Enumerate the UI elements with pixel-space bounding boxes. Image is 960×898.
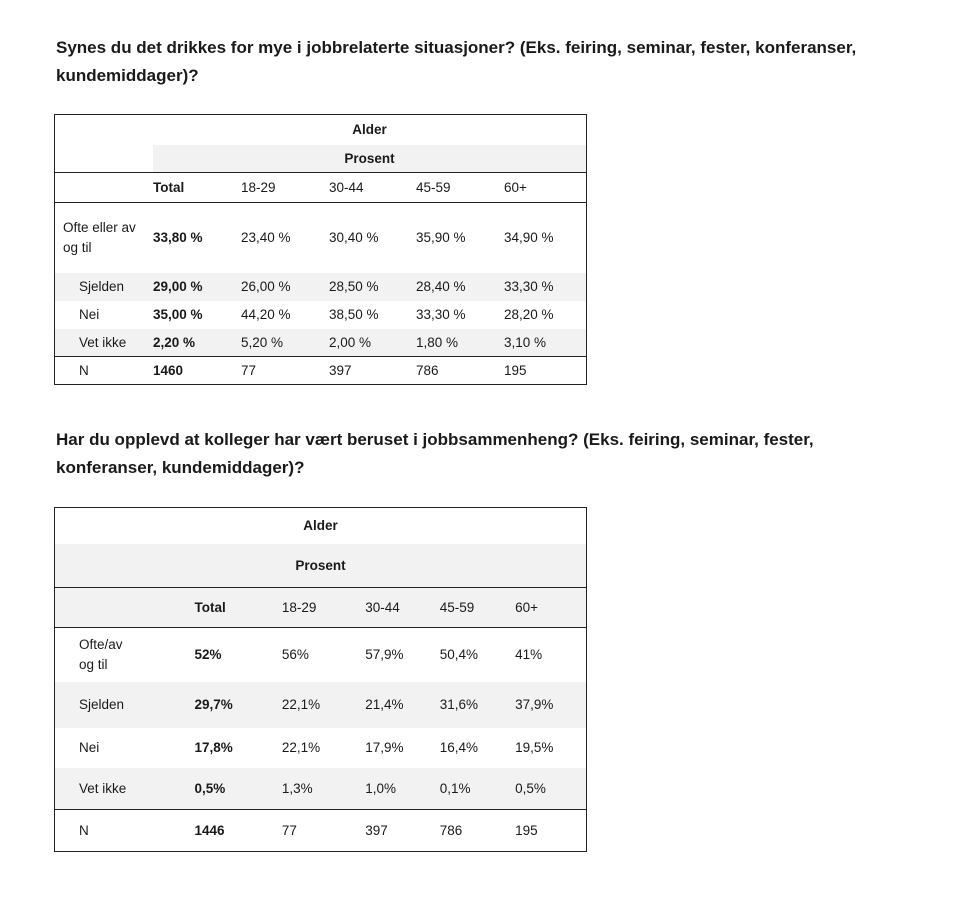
col-header-total: Total — [163, 588, 270, 628]
cell: 50,4% — [440, 628, 515, 682]
cell: 786 — [416, 357, 504, 385]
n-row — [55, 810, 587, 852]
row-label: Sjelden — [79, 697, 125, 712]
question-2: Har du opplevd at kolleger har vært beruset i jobbsammenheng? (Eks. feiring, seminar, fester, konferanser, kundemiddager)? — [56, 430, 814, 477]
table-row — [55, 628, 587, 682]
cell: 35,90 % — [416, 203, 504, 273]
row-label: Vet ikke — [79, 780, 127, 796]
header-sub: Prosent — [295, 557, 346, 573]
cell: 26,00 % — [241, 279, 291, 294]
cell: 1,3% — [281, 780, 313, 796]
row-label: N — [55, 357, 154, 385]
cell-total: 29,7% — [194, 697, 233, 712]
cell: 17,9% — [365, 740, 404, 755]
cell: 30,40 % — [329, 203, 416, 273]
cell: 34,90 % — [504, 203, 587, 273]
row-label: N — [55, 810, 163, 852]
cell-total: 52% — [163, 628, 270, 682]
row-label: Nei — [79, 740, 100, 755]
cell: 37,9% — [515, 697, 554, 712]
row-label: Sjelden — [79, 279, 125, 294]
row-label: Ofte/av og til — [55, 628, 163, 682]
cell: 57,9% — [357, 628, 440, 682]
cell: 23,40 % — [241, 203, 329, 273]
cell: 19,5% — [515, 740, 554, 755]
cell: 44,20 % — [241, 307, 291, 322]
cell: 195 — [504, 357, 587, 385]
cell-total: 29,00 % — [153, 279, 203, 294]
col-header-45-59: 45-59 — [416, 173, 504, 203]
cell: 0,1% — [439, 780, 471, 796]
table-row — [55, 301, 587, 329]
survey-table-1 — [54, 114, 587, 385]
table-row — [55, 203, 587, 273]
col-header-total: Total — [153, 173, 241, 203]
col-header-18-29: 18-29 — [241, 173, 329, 203]
cell: 397 — [329, 357, 416, 385]
row-label: Ofte eller av og til — [55, 203, 154, 273]
cell: 21,4% — [365, 697, 404, 712]
cell: 1,80 % — [416, 334, 459, 350]
cell-total: 17,8% — [194, 740, 233, 755]
row-label: Vet ikke — [79, 334, 127, 350]
column-header-row — [55, 173, 587, 203]
cell-total: 2,20 % — [153, 334, 196, 350]
col-header-60-plus: 60+ — [515, 588, 586, 628]
cell: 2,00 % — [329, 334, 372, 350]
cell: 77 — [241, 357, 329, 385]
cell: 33,30 % — [504, 279, 554, 294]
cell: 16,4% — [439, 740, 479, 755]
cell-total: 35,00 % — [153, 307, 203, 322]
cell: 0,5% — [515, 780, 546, 796]
empty-corner — [55, 173, 154, 203]
cell: 786 — [440, 810, 515, 852]
table-row — [55, 682, 587, 728]
cell: 5,20 % — [241, 334, 284, 350]
cell-total: 33,80 % — [153, 203, 241, 273]
cell: 77 — [270, 810, 357, 852]
col-header-30-44: 30-44 — [329, 173, 416, 203]
row-label: Nei — [79, 307, 100, 322]
header-sub: Prosent — [153, 145, 587, 173]
cell: 33,30 % — [416, 307, 466, 322]
cell-total: 0,5% — [194, 780, 226, 796]
empty-corner — [55, 145, 154, 173]
cell: 22,1% — [281, 697, 321, 712]
cell-total: 1460 — [153, 357, 241, 385]
header-group: Alder — [352, 122, 387, 138]
table-row — [55, 273, 587, 301]
cell: 3,10 % — [504, 334, 547, 350]
cell-total: 1446 — [163, 810, 270, 852]
cell: 28,40 % — [416, 279, 466, 294]
cell: 195 — [515, 810, 586, 852]
col-header-30-44: 30-44 — [357, 588, 440, 628]
cell: 28,50 % — [329, 279, 379, 294]
cell: 31,6% — [439, 697, 479, 712]
cell: 56% — [270, 628, 357, 682]
cell: 38,50 % — [329, 307, 379, 322]
col-header-18-29: 18-29 — [270, 588, 357, 628]
header-group: Alder — [303, 518, 338, 534]
cell: 41% — [515, 628, 586, 682]
question-1: Synes du det drikkes for mye i jobbrelaterte situasjoner? (Eks. feiring, seminar, fester, konferanser, kundemiddager)? — [56, 38, 857, 85]
table-row — [55, 329, 587, 357]
cell: 1,0% — [365, 780, 396, 796]
empty-corner — [55, 115, 154, 145]
empty-corner — [55, 588, 163, 628]
survey-table-2 — [54, 507, 587, 852]
table-row — [55, 728, 587, 768]
cell: 22,1% — [281, 740, 321, 755]
n-row — [55, 357, 587, 385]
col-header-60-plus: 60+ — [504, 173, 587, 203]
cell: 397 — [357, 810, 440, 852]
column-header-row — [55, 588, 587, 628]
table-row — [55, 768, 587, 810]
col-header-45-59: 45-59 — [440, 588, 515, 628]
cell: 28,20 % — [504, 307, 554, 322]
